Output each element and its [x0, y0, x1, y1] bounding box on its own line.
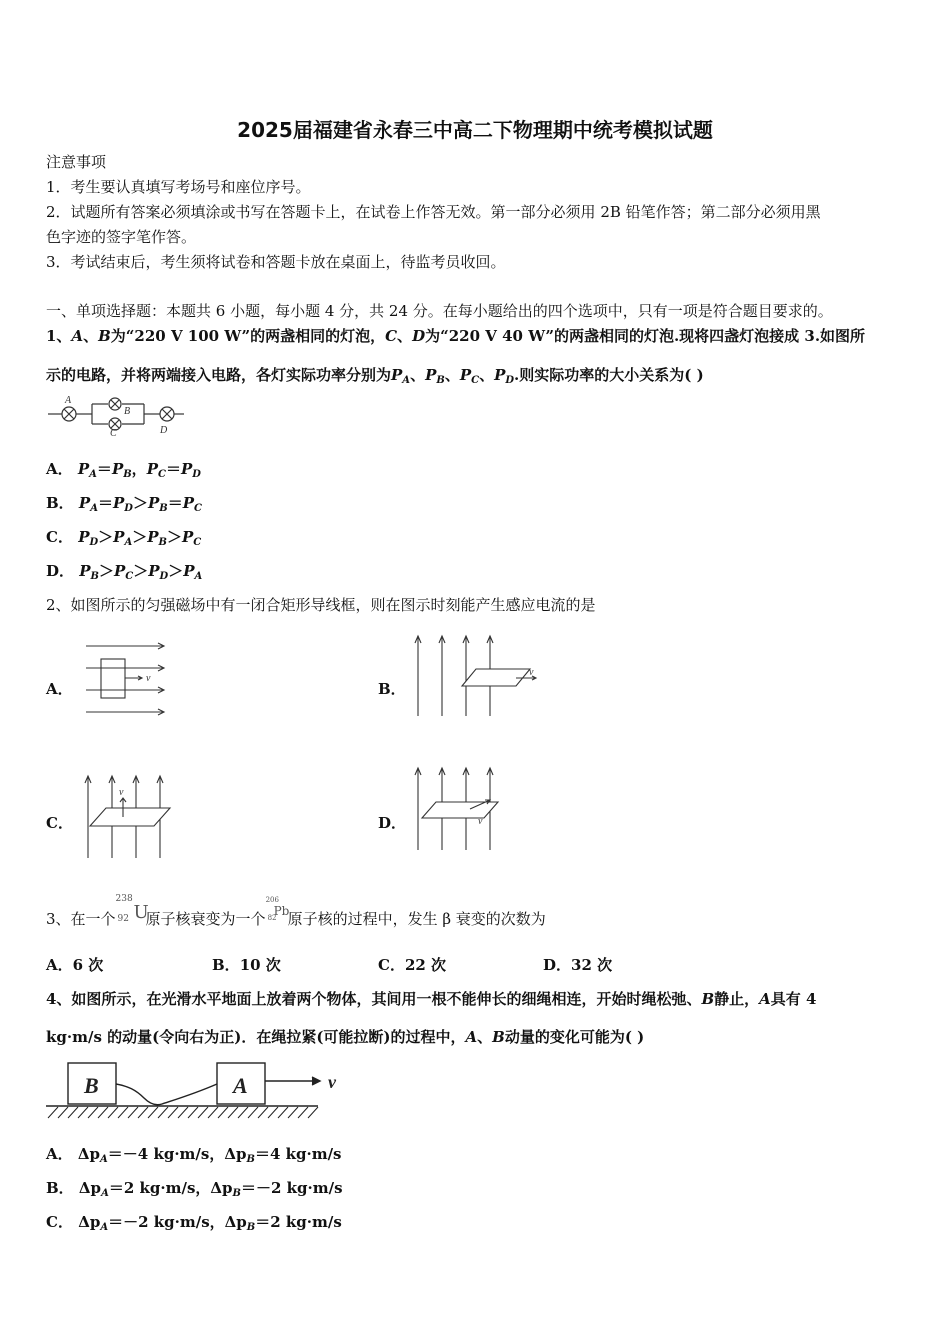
q3-option-c: C．22 次	[378, 956, 447, 974]
q4-line1: 4、如图所示，在光滑水平地面上放着两个物体，其间用一根不能伸长的细绳相连，开始时绳松弛、B静止，A具有 4	[46, 990, 817, 1008]
notice-item-3: 3．考试结束后，考生须将试卷和答题卡放在桌面上，待监考员收回。	[46, 253, 506, 271]
notice-item-2-cont: 色字迹的签字笔作答。	[46, 228, 197, 246]
q1-option-c: C． $P_D>P_A>P_B>P_C$	[46, 528, 202, 548]
uranium-238-symbol: 238 92 U	[115, 894, 149, 924]
q4-option-a: A． $\Delta p_A=-4$ kg·m/s，$\Delta p_B=4$ kg·m/s	[46, 1145, 342, 1165]
block-a-label: A	[233, 1073, 248, 1098]
q3-option-d: D．32 次	[543, 956, 613, 974]
circuit-label-a: A	[65, 395, 72, 406]
q2-option-b-label: B．	[378, 680, 406, 698]
velocity-label: v	[328, 1072, 336, 1092]
section-heading: 一、单项选择题：本题共 6 小题，每小题 4 分，共 24 分。在每小题给出的四个选项中，只有一项是符合题目要求的。	[46, 302, 833, 320]
q4-option-b: B． $\Delta p_A=2$ kg·m/s，$\Delta p_B=-2$ kg·m/s	[46, 1179, 343, 1199]
svg-text:v: v	[529, 667, 534, 678]
q1-option-a: A． $P_A=P_B$，$P_C=P_D$	[46, 460, 201, 480]
q2-figure-a	[84, 638, 170, 718]
q2-figure-c	[78, 770, 178, 860]
svg-text:v: v	[119, 787, 124, 798]
lead-206-symbol: 206 82 Pb	[265, 896, 290, 922]
q2-option-d-label: D．	[378, 814, 407, 832]
block-b-label: B	[84, 1073, 99, 1098]
q3-option-b: B．10 次	[212, 956, 281, 974]
q1-line1: 1、A、B为“220 V 100 W”的两盏相同的灯泡，C、D为“220 V 40 W”的两盏相同的灯泡.现将四盏灯泡接成 3.如图所	[46, 327, 866, 345]
q4-line2: kg·m/s 的动量(令向右为正)．在绳拉紧(可能拉断)的过程中，A、B动量的变化可能为( )	[46, 1028, 645, 1046]
svg-text:v: v	[146, 673, 151, 684]
q4-option-c: C． $\Delta p_A=-2$ kg·m/s，$\Delta p_B=2$ kg·m/s	[46, 1213, 342, 1233]
q1-option-b: B． $P_A=P_D>P_B=P_C$	[46, 494, 202, 514]
q2-text: 2、如图所示的匀强磁场中有一闭合矩形导线框，则在图示时刻能产生感应电流的是	[46, 596, 596, 614]
q2-option-c-label: C．	[46, 814, 73, 832]
q1-circuit-diagram	[46, 394, 186, 436]
q2-figure-d	[408, 764, 508, 852]
q4-figure	[44, 1060, 348, 1124]
q3-text: 3、在一个 238 92 U 原子核衰变为一个 206 82 Pb 原子核的过程中，发生 β 衰变的次数为	[46, 894, 546, 928]
page-title: 2025届福建省永春三中高二下物理期中统考模拟试题	[237, 118, 713, 142]
q3-option-a: A．6 次	[46, 956, 104, 974]
q1-line2: 示的电路，并将两端接入电路，各灯实际功率分别为$P_A$、$P_B$、$P_C$、$P_D$.则实际功率的大小关系为( )	[46, 366, 704, 386]
svg-text:v: v	[478, 816, 483, 827]
circuit-label-d: D	[160, 425, 168, 436]
notice-heading: 注意事项	[46, 153, 107, 171]
circuit-label-b: B	[124, 406, 131, 417]
notice-item-1: 1．考生要认真填写考场号和座位序号。	[46, 178, 311, 196]
q2-option-a-label: A．	[46, 680, 73, 698]
q1-option-d: D． $P_B>P_C>P_D>P_A$	[46, 562, 203, 582]
circuit-label-c: C	[110, 428, 117, 436]
q2-figure-b	[408, 632, 544, 718]
notice-item-2: 2．试题所有答案必须填涂或书写在答题卡上，在试卷上作答无效。第一部分必须用 2B 铅笔作答；第二部分必须用黑	[46, 203, 821, 221]
